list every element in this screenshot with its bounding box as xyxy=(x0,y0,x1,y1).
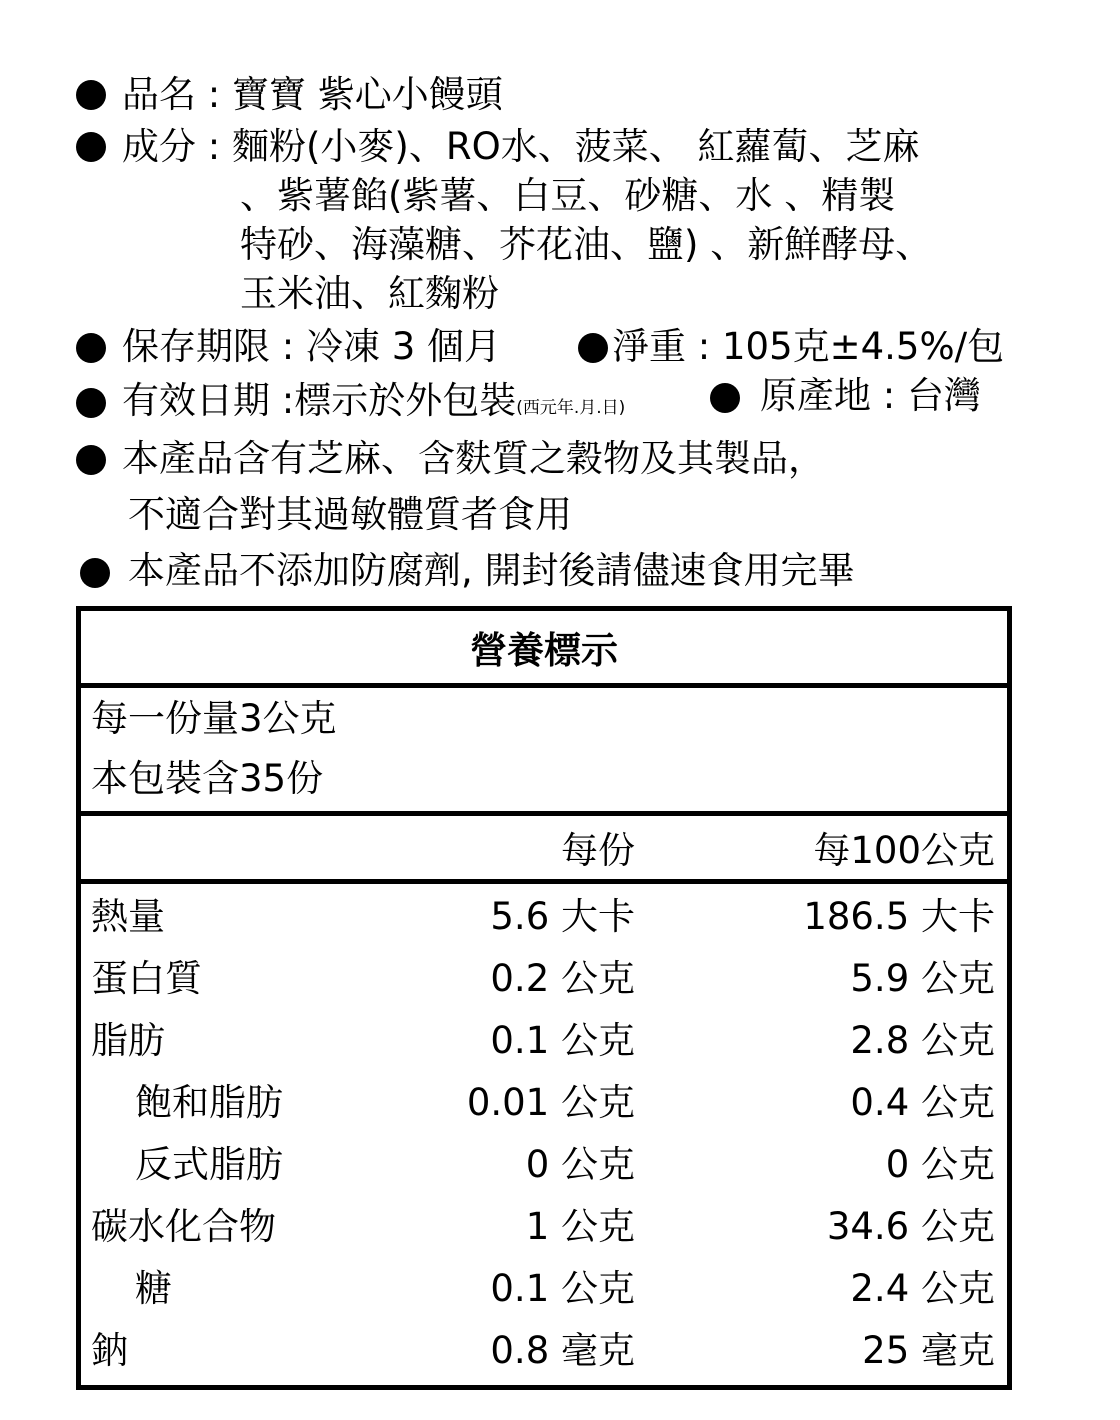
bullet-icon xyxy=(76,80,106,110)
preservative-note: 本產品不添加防腐劑, 開封後請儘速食用完畢 xyxy=(128,549,855,592)
servings-per-package: 本包裝含35份 xyxy=(91,757,324,800)
nutrient-name: 飽和脂肪 xyxy=(135,1081,283,1124)
nutrient-name: 脂肪 xyxy=(91,1019,165,1062)
nutrient-name: 碳水化合物 xyxy=(91,1205,276,1248)
nutrient-per-100g: 5.9 公克 xyxy=(850,957,995,1000)
allergen-line-2: 不適合對其過敏體質者食用 xyxy=(128,493,572,536)
serving-info xyxy=(81,688,1007,816)
nutrient-per-serving: 0 公克 xyxy=(525,1143,635,1186)
nutrient-per-100g: 0.4 公克 xyxy=(850,1081,995,1124)
allergen-line-1: 本產品含有芝麻、含麩質之穀物及其製品， xyxy=(122,437,825,480)
nutrient-per-100g: 25 毫克 xyxy=(862,1329,995,1372)
ingredients-line-4: 玉米油、紅麴粉 xyxy=(240,272,499,315)
nutrient-per-serving: 5.6 大卡 xyxy=(490,895,635,938)
bullet-icon xyxy=(76,132,106,162)
nutrient-per-100g: 34.6 公克 xyxy=(826,1205,995,1248)
expiry-date xyxy=(122,376,625,433)
nutrient-name: 糖 xyxy=(135,1267,172,1310)
nutrition-row xyxy=(81,1078,1007,1128)
nutrient-per-serving: 1 公克 xyxy=(525,1205,635,1248)
nutrition-header-row xyxy=(81,816,1007,884)
nutrient-per-serving: 0.1 公克 xyxy=(490,1267,635,1310)
nutrient-name: 熱量 xyxy=(91,895,165,938)
ingredients-line-1: 成分 : 麵粉(小麥)、RO水、菠菜、 紅蘿蔔、芝麻 xyxy=(122,125,920,168)
expiry-format-note: (西元年.月.日) xyxy=(516,398,626,418)
nutrient-name: 反式脂肪 xyxy=(135,1143,283,1186)
nutrition-row xyxy=(81,892,1007,942)
nutrient-per-serving: 0.1 公克 xyxy=(490,1019,635,1062)
nutrient-name: 蛋白質 xyxy=(91,957,202,1000)
bullet-icon xyxy=(578,333,608,363)
nutrition-row xyxy=(81,1016,1007,1066)
nutrient-per-serving: 0.01 公克 xyxy=(466,1081,635,1124)
origin: 原產地 : 台灣 xyxy=(760,374,981,417)
bullet-icon xyxy=(80,558,110,588)
expiry-text: 有效日期 :標示於外包裝 xyxy=(122,379,517,422)
nutrition-title-row xyxy=(81,611,1007,688)
nutrient-per-100g: 2.4 公克 xyxy=(850,1267,995,1310)
serving-size: 每一份量3公克 xyxy=(91,697,337,740)
nutrient-per-100g: 186.5 大卡 xyxy=(803,895,995,938)
product-name: 品名 : 寶寶 紫心小饅頭 xyxy=(122,73,503,116)
nutrition-title: 營養標示 xyxy=(470,629,618,672)
nutrient-per-serving: 0.2 公克 xyxy=(490,957,635,1000)
nutrient-per-serving: 0.8 毫克 xyxy=(490,1329,635,1372)
nutrition-row xyxy=(81,1140,1007,1190)
nutrition-facts-panel xyxy=(76,606,1012,1390)
nutrition-row xyxy=(81,1264,1007,1314)
ingredients-line-2: 、紫薯餡(紫薯、白豆、砂糖、水 、精製 xyxy=(240,174,896,217)
shelf-life: 保存期限 : 冷凍 3 個月 xyxy=(122,325,502,368)
nutrition-row xyxy=(81,1326,1007,1376)
nutrition-row xyxy=(81,1202,1007,1252)
nutrition-rows xyxy=(81,884,1007,1384)
header-per-serving: 每份 xyxy=(561,829,635,872)
header-per-100g: 每100公克 xyxy=(813,829,995,872)
nutrient-per-100g: 0 公克 xyxy=(885,1143,995,1186)
bullet-icon xyxy=(76,333,106,363)
bullet-icon xyxy=(76,445,106,475)
nutrition-row xyxy=(81,954,1007,1004)
bullet-icon xyxy=(710,383,740,413)
nutrient-per-100g: 2.8 公克 xyxy=(850,1019,995,1062)
net-weight: 淨重 : 105克±4.5%/包 xyxy=(612,325,1005,368)
bullet-icon xyxy=(76,388,106,418)
ingredients-line-3: 特砂、海藻糖、芥花油、鹽) 、新鮮酵母、 xyxy=(240,223,933,266)
nutrient-name: 鈉 xyxy=(91,1329,128,1372)
